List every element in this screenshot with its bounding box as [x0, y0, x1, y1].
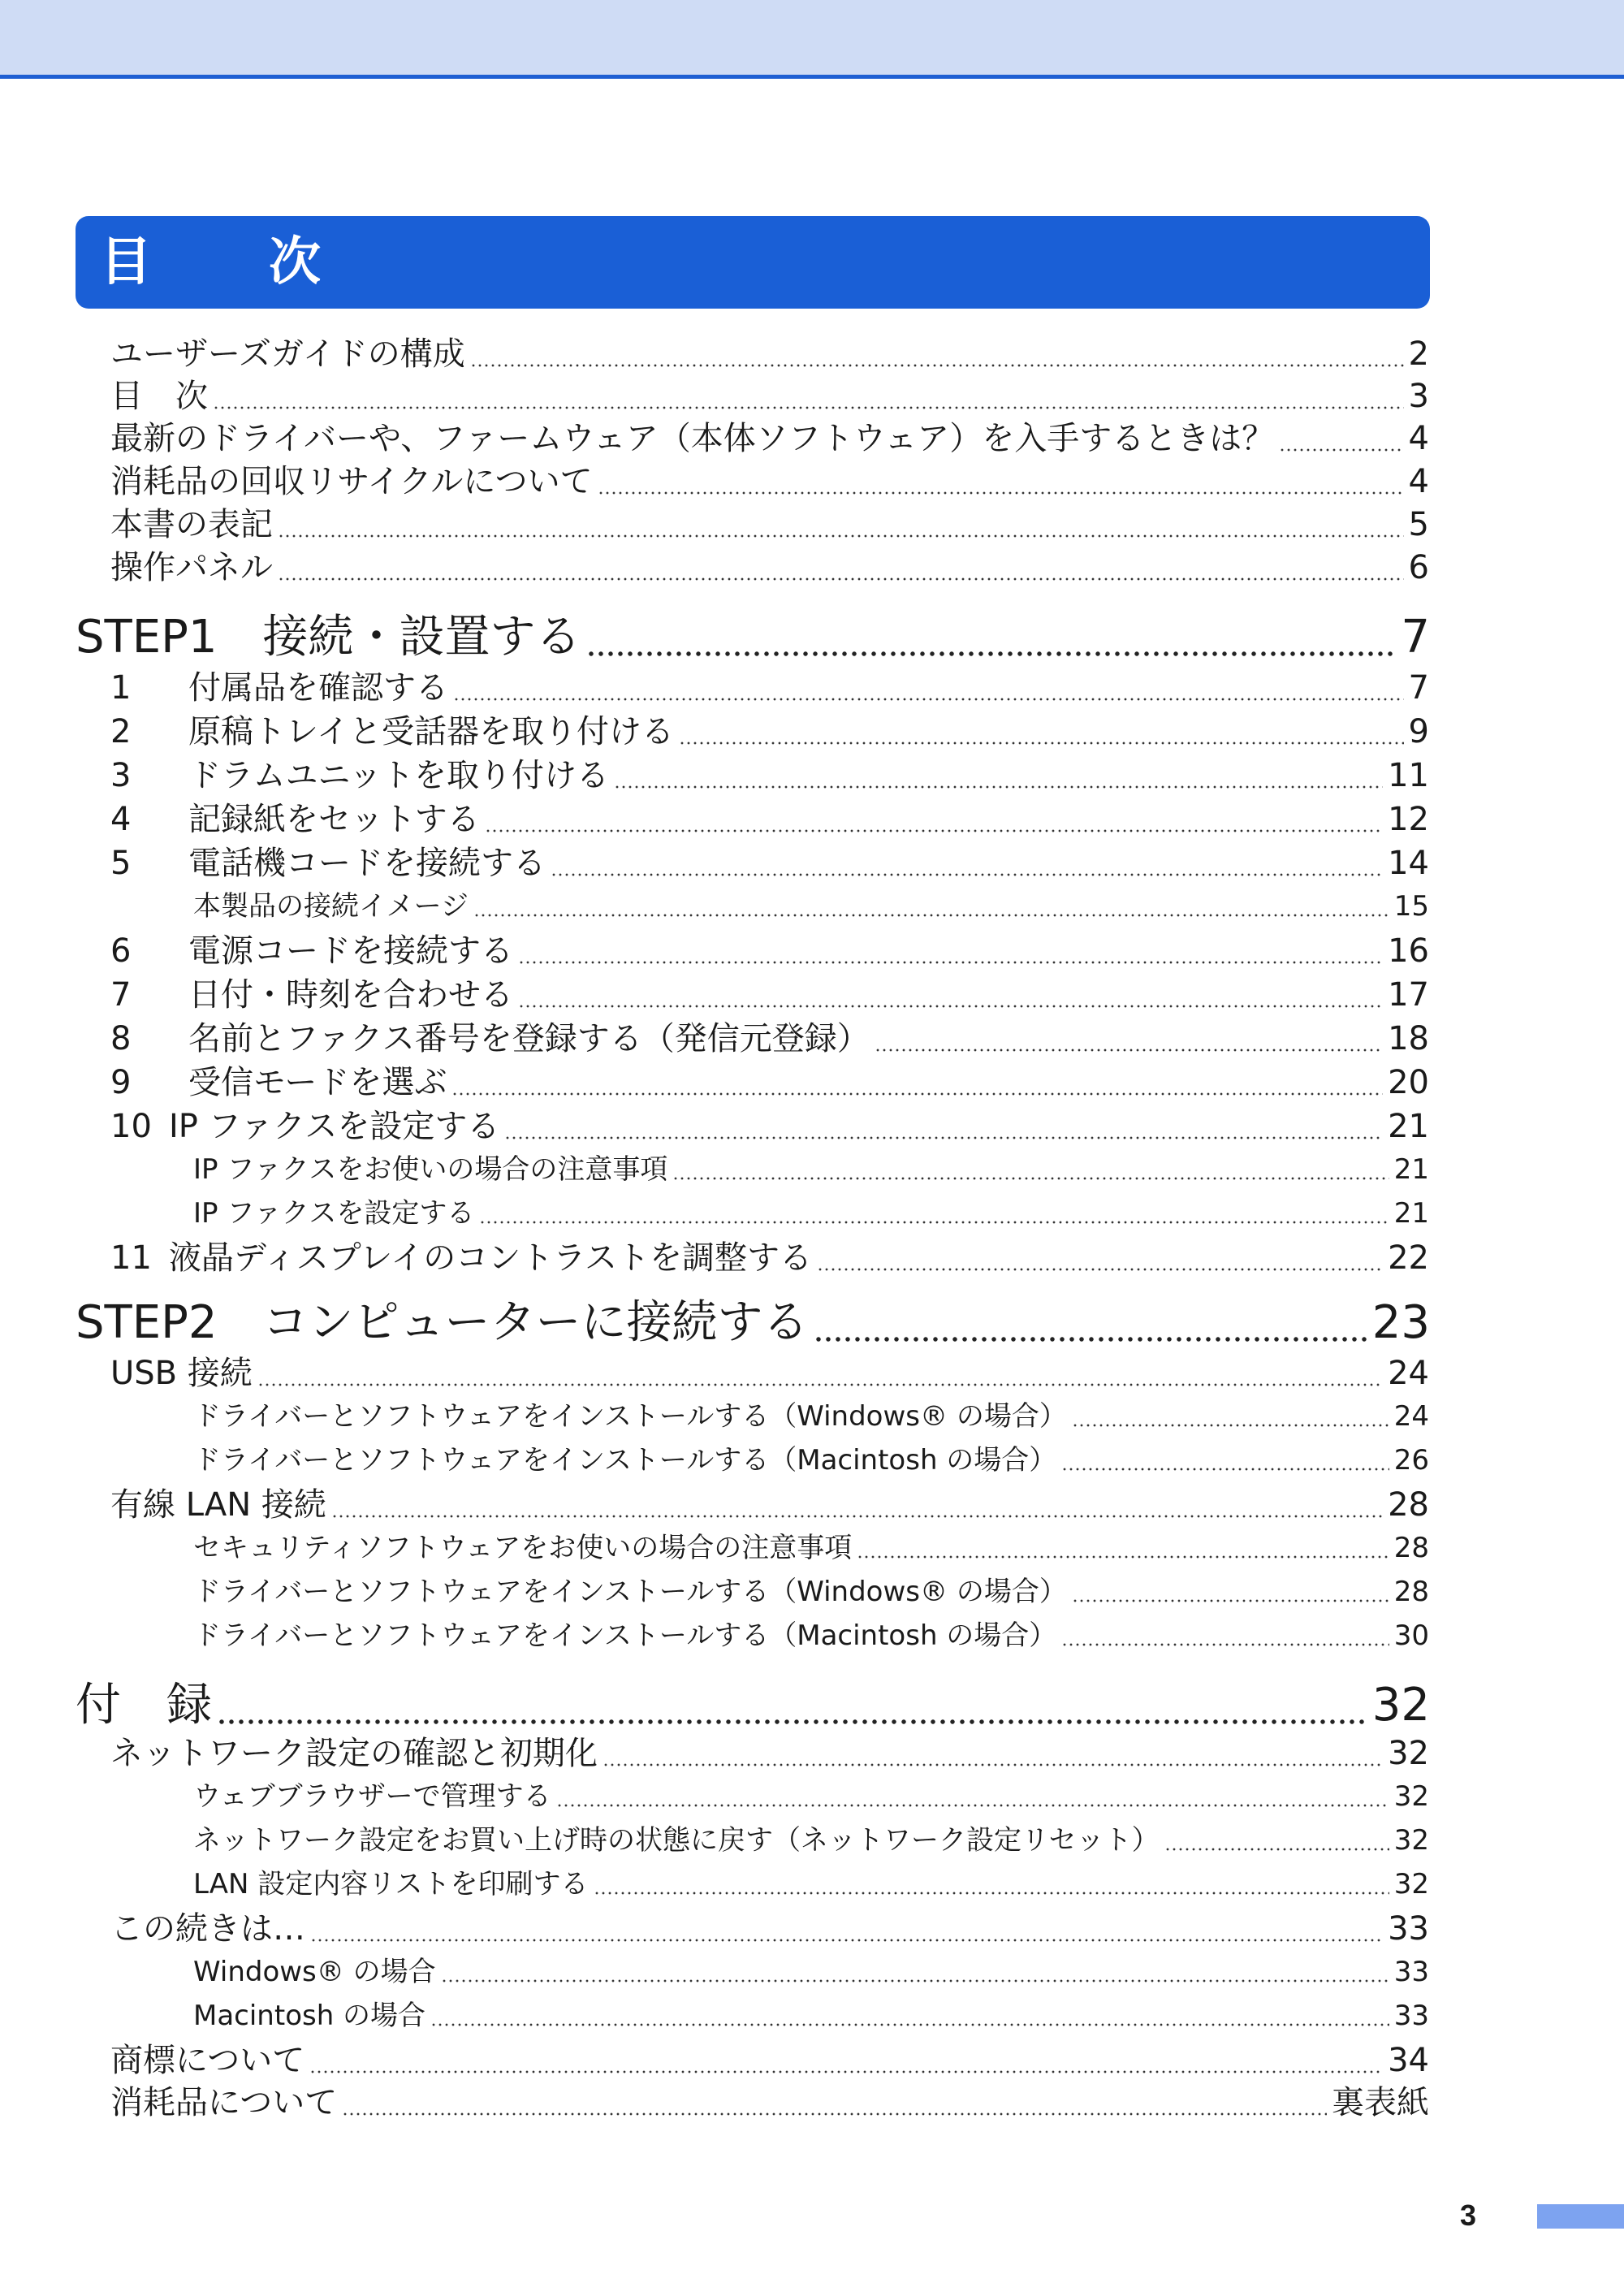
toc-entry-label: 操作パネル — [110, 549, 273, 586]
toc-subentry-label: LAN 設定内容リストを印刷する — [193, 1868, 589, 1900]
dot-leader — [430, 2007, 1389, 2028]
dot-leader — [1279, 429, 1403, 453]
toc-entry-continued[interactable] — [110, 1903, 1429, 1949]
toc-entry-page: 21 — [1388, 1108, 1429, 1145]
toc-entry-number: 9 — [110, 1064, 132, 1101]
dot-leader — [479, 1204, 1389, 1226]
dot-leader — [331, 1495, 1383, 1520]
dot-leader — [551, 854, 1383, 878]
toc-entry-network-settings[interactable] — [110, 1727, 1429, 1774]
dot-leader — [594, 1875, 1389, 1896]
toc-section-page: 23 — [1371, 1296, 1430, 1349]
dot-leader — [278, 515, 1404, 539]
toc-entry-step1-5[interactable] — [110, 837, 1429, 884]
toc-entry-label: 商標について — [110, 2042, 305, 2079]
toc-subentry-label: ウェブブラウザーで管理する — [193, 1780, 551, 1813]
toc-subentry-security-software[interactable] — [193, 1525, 1429, 1565]
toc-subentry-page: 30 — [1393, 1619, 1429, 1652]
toc-entry-page: 22 — [1388, 1239, 1429, 1277]
toc-entry-step1-1[interactable] — [110, 662, 1429, 708]
toc-entry-label: 受信モードを選ぶ — [188, 1064, 447, 1101]
toc-entry-label: 最新のドライバーや、ファームウェア（本体ソフトウェア）を入手するときは？ — [110, 420, 1275, 457]
dot-leader — [603, 1744, 1383, 1768]
toc-entry-page: 9 — [1408, 713, 1429, 750]
toc-entry-recycling[interactable] — [110, 456, 1429, 502]
toc-entry-label: 液晶ディスプレイのコントラストを調整する — [169, 1239, 812, 1277]
dot-leader — [586, 627, 1397, 659]
toc-subentry-windows[interactable] — [193, 1949, 1429, 1989]
toc-entry-page: 33 — [1388, 1910, 1429, 1948]
dot-leader — [1072, 1407, 1389, 1429]
dot-leader — [453, 678, 1404, 703]
toc-entry-number: 2 — [110, 713, 132, 750]
toc-subentry-page: 32 — [1393, 1824, 1429, 1857]
toc-entry-label: USB 接続 — [110, 1355, 253, 1392]
page-number: 3 — [1460, 2199, 1477, 2232]
toc-entry-number: 4 — [110, 801, 132, 838]
toc-entry-label: 消耗品について — [110, 2084, 338, 2121]
toc-entry-notation[interactable] — [110, 499, 1429, 545]
toc-entry-page: 11 — [1388, 757, 1429, 794]
dot-leader — [556, 1788, 1389, 1809]
toc-subentry-macintosh[interactable] — [193, 1993, 1429, 2033]
toc-subentry-page: 32 — [1393, 1868, 1429, 1900]
toc-subentry-page: 26 — [1393, 1444, 1429, 1477]
dot-leader — [485, 810, 1383, 834]
toc-subentry-ip-fax-setup[interactable] — [193, 1191, 1429, 1230]
toc-entry-page: 24 — [1388, 1355, 1429, 1392]
toc-section-step2[interactable] — [76, 1286, 1430, 1351]
toc-subentry-ip-fax-notes[interactable] — [193, 1147, 1429, 1187]
dot-leader — [504, 1117, 1383, 1141]
dot-leader — [875, 1029, 1383, 1053]
toc-entry-label: 付属品を確認する — [188, 669, 448, 707]
toc-entry-page: 4 — [1408, 463, 1429, 500]
toc-subentry-page: 33 — [1393, 2000, 1429, 2032]
toc-subentry-page: 15 — [1393, 890, 1429, 923]
toc-entry-page: 17 — [1388, 976, 1429, 1014]
toc-entry-label: この続きは… — [110, 1910, 305, 1948]
toc-entry-number: 6 — [110, 932, 132, 970]
toc-section-appendix[interactable] — [76, 1669, 1430, 1734]
dot-leader — [1164, 1831, 1389, 1853]
toc-entry-latest-drivers[interactable] — [110, 413, 1429, 459]
toc-entry-label: 消耗品の回収リサイクルについて — [110, 463, 593, 500]
toc-subentry-connection-image[interactable] — [193, 884, 1429, 923]
toc-entry-page: 14 — [1388, 845, 1429, 882]
toc-entry-page: 16 — [1388, 932, 1429, 970]
dot-leader — [518, 941, 1383, 966]
toc-entry-consumables[interactable] — [110, 2077, 1429, 2123]
toc-entry-step1-2[interactable] — [110, 706, 1429, 752]
dot-leader — [817, 1248, 1383, 1273]
toc-subentry-page: 28 — [1393, 1532, 1429, 1564]
toc-entry-trademarks[interactable] — [110, 2034, 1429, 2081]
dot-leader — [470, 344, 1404, 369]
dot-leader — [1061, 1627, 1389, 1648]
dot-leader — [598, 472, 1404, 496]
dot-leader — [614, 766, 1383, 790]
toc-section-label: STEP2 コンピューターに接続する — [76, 1296, 809, 1349]
toc-entry-guide-structure[interactable] — [110, 328, 1429, 374]
dot-leader — [257, 1364, 1383, 1388]
toc-entry-page: 34 — [1388, 2042, 1429, 2079]
toc-section-page: 32 — [1371, 1679, 1430, 1732]
toc-subentry-label: Windows® の場合 — [193, 1956, 436, 1988]
toc-subentry-lan-windows[interactable] — [193, 1569, 1429, 1609]
toc-entry-step1-10[interactable] — [110, 1100, 1429, 1147]
page-title: 目 次 — [100, 232, 353, 292]
dot-leader — [1061, 1451, 1389, 1472]
toc-subentry-label: IP ファクスをお使いの場合の注意事項 — [193, 1153, 668, 1186]
toc-subentry-usb-macintosh[interactable] — [193, 1438, 1429, 1477]
toc-entry-label: 名前とファクス番号を登録する（発信元登録） — [188, 1020, 870, 1057]
dot-leader — [518, 985, 1383, 1010]
dot-leader — [1072, 1583, 1389, 1604]
dot-leader — [217, 1695, 1367, 1727]
toc-entry-step1-11[interactable] — [110, 1232, 1429, 1278]
dot-leader — [278, 558, 1404, 582]
dot-leader — [672, 1161, 1389, 1182]
toc-entry-page: 3 — [1408, 378, 1429, 415]
toc-entry-control-panel[interactable] — [110, 542, 1429, 588]
toc-subentry-page: 33 — [1393, 1956, 1429, 1988]
toc-entry-page: 28 — [1388, 1486, 1429, 1524]
toc-entry-step1-7[interactable] — [110, 969, 1429, 1015]
toc-subentry-lan-macintosh[interactable] — [193, 1613, 1429, 1653]
dot-leader — [679, 722, 1404, 746]
toc-entry-step1-8[interactable] — [110, 1013, 1429, 1059]
toc-subentry-label: ドライバーとソフトウェアをインストールする（Windows® の場合） — [193, 1400, 1067, 1433]
toc-entry-label: 電源コードを接続する — [188, 932, 513, 970]
toc-subentry-label: ドライバーとソフトウェアをインストールする（Macintosh の場合） — [193, 1619, 1057, 1652]
toc-entry-page: 裏表紙 — [1332, 2084, 1429, 2121]
toc-entry-page: 18 — [1388, 1020, 1429, 1057]
toc-entry-page: 2 — [1408, 335, 1429, 373]
toc-subentry-label: IP ファクスを設定する — [193, 1197, 475, 1230]
toc-entry-label: 日付・時刻を合わせる — [188, 976, 513, 1014]
toc-entry-label: ネットワーク設定の確認と初期化 — [110, 1735, 598, 1772]
toc-entry-page: 20 — [1388, 1064, 1429, 1101]
footer-tab-marker — [1537, 2204, 1624, 2229]
toc-entry-page: 5 — [1408, 506, 1429, 543]
toc-section-label: 付 録 — [76, 1679, 212, 1732]
dot-leader — [473, 897, 1389, 919]
toc-subentry-page: 21 — [1393, 1153, 1429, 1186]
toc-entry-label: 電話機コードを接続する — [188, 845, 546, 882]
toc-entry-step1-4[interactable] — [110, 793, 1429, 840]
toc-entry-number: 10 — [110, 1108, 152, 1145]
toc-subentry-web-browser[interactable] — [193, 1774, 1429, 1814]
toc-subentry-page: 28 — [1393, 1576, 1429, 1608]
toc-entry-number: 1 — [110, 669, 132, 707]
toc-entry-contents[interactable] — [110, 370, 1429, 417]
toc-subentry-label: ドライバーとソフトウェアをインストールする（Macintosh の場合） — [193, 1444, 1057, 1477]
toc-entry-label: ユーザーズガイドの構成 — [110, 335, 465, 373]
dot-leader — [213, 387, 1404, 411]
dot-leader — [441, 1963, 1389, 1984]
toc-subentry-page: 24 — [1393, 1400, 1429, 1433]
toc-subentry-page: 21 — [1393, 1197, 1429, 1230]
toc-entry-number: 3 — [110, 757, 132, 794]
toc-subentry-label: 本製品の接続イメージ — [193, 890, 469, 923]
toc-subentry-lan-settings-list[interactable] — [193, 1861, 1429, 1901]
toc-entry-page: 12 — [1388, 801, 1429, 838]
toc-entry-page: 32 — [1388, 1735, 1429, 1772]
toc-entry-label: 有線 LAN 接続 — [110, 1486, 326, 1524]
toc-entry-step1-6[interactable] — [110, 925, 1429, 971]
toc-entry-step1-9[interactable] — [110, 1057, 1429, 1103]
toc-entry-label: ドラムユニットを取り付ける — [188, 757, 609, 794]
toc-entry-number: 5 — [110, 845, 132, 882]
dot-leader — [451, 1073, 1383, 1097]
toc-entry-label: 原稿トレイと受話器を取り付ける — [188, 713, 674, 750]
toc-entry-number: 7 — [110, 976, 132, 1014]
toc-subentry-page: 32 — [1393, 1780, 1429, 1813]
toc-entry-step1-3[interactable] — [110, 750, 1429, 796]
toc-entry-page: 6 — [1408, 549, 1429, 586]
toc-entry-label: IP ファクスを設定する — [169, 1108, 500, 1145]
dot-leader — [310, 1919, 1383, 1944]
toc-subentry-label: セキュリティソフトウェアをお使いの場合の注意事項 — [193, 1532, 853, 1564]
toc-entry-number: 8 — [110, 1020, 132, 1057]
toc-entry-number: 11 — [110, 1239, 152, 1277]
toc-subentry-label: ネットワーク設定をお買い上げ時の状態に戻す（ネットワーク設定リセット） — [193, 1824, 1160, 1857]
toc-entry-label: 記録紙をセットする — [188, 801, 480, 838]
dot-leader — [857, 1539, 1389, 1560]
dot-leader — [309, 2051, 1383, 2075]
toc-section-step1[interactable] — [76, 601, 1430, 666]
toc-section-page: 7 — [1401, 611, 1430, 664]
toc-entry-label: 本書の表記 — [110, 506, 273, 543]
toc-entry-usb[interactable] — [110, 1347, 1429, 1394]
toc-entry-label: 目 次 — [110, 378, 208, 415]
toc-section-label: STEP1 接続・設置する — [76, 611, 581, 664]
toc-subentry-network-reset[interactable] — [193, 1818, 1429, 1857]
toc-subentry-usb-windows[interactable] — [193, 1394, 1429, 1433]
toc-subentry-label: ドライバーとソフトウェアをインストールする（Windows® の場合） — [193, 1576, 1067, 1608]
toc-entry-wired-lan[interactable] — [110, 1479, 1429, 1525]
toc-subentry-label: Macintosh の場合 — [193, 2000, 426, 2032]
toc-entry-page: 4 — [1408, 420, 1429, 457]
toc-entry-page: 7 — [1408, 669, 1429, 707]
dot-leader — [814, 1312, 1367, 1344]
dot-leader — [342, 2093, 1327, 2117]
